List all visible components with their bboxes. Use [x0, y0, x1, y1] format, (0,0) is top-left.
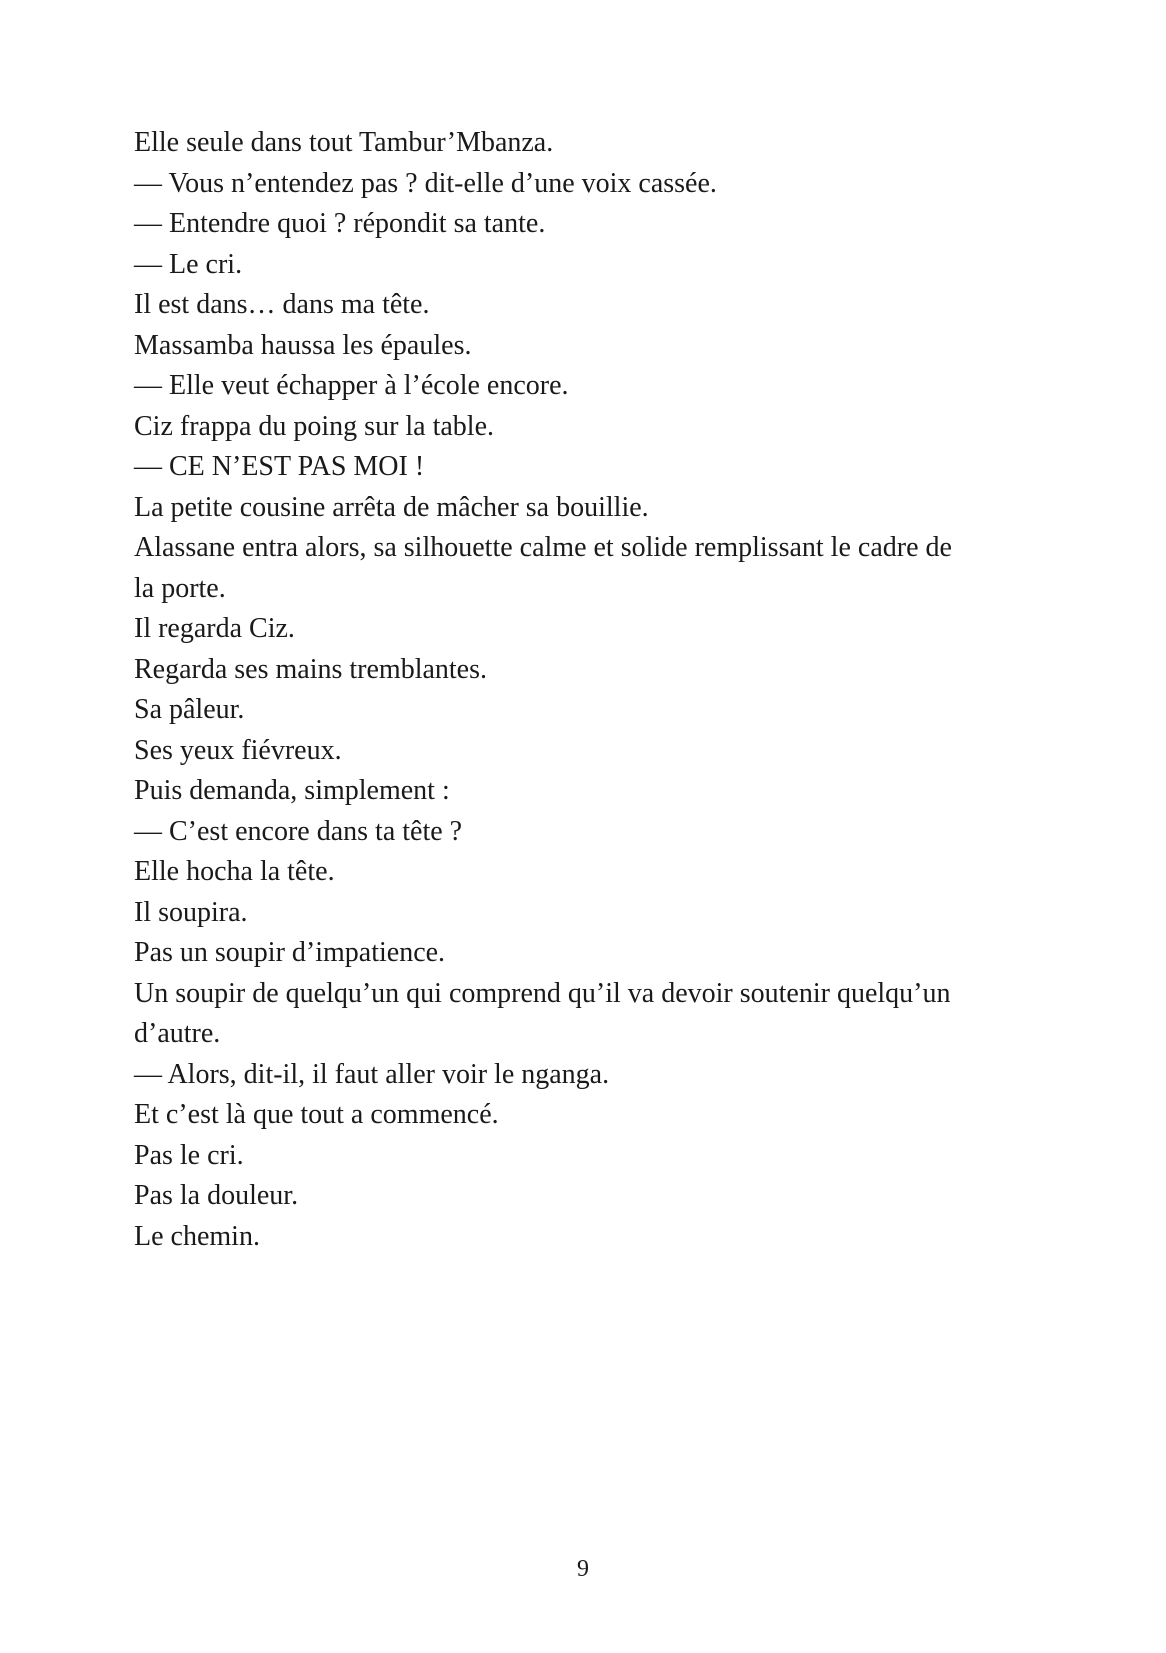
text-line: Puis demanda, simplement : [134, 775, 450, 806]
text-line: — Alors, dit-il, il faut aller voir le nganga. [134, 1058, 610, 1090]
text-line: Et c’est là que tout a commencé. [134, 1099, 499, 1130]
text-line: — CE N’EST PAS MOI ! [134, 451, 425, 482]
text-line: Elle hocha la tête. [134, 856, 335, 887]
text-line: — Entendre quoi ? répondit sa tante. [134, 208, 546, 239]
text-line: Il est dans… dans ma tête. [134, 289, 430, 320]
text-line: — Le cri. [134, 248, 243, 280]
body-text [134, 123, 1034, 1257]
text-line: d’autre. [134, 1018, 221, 1049]
text-line: Alassane entra alors, sa silhouette calme et solide remplissant le cadre de [134, 532, 952, 563]
page-number: 9 [577, 1556, 589, 1582]
text-line: la porte. [134, 572, 226, 604]
text-line: Pas la douleur. [134, 1180, 299, 1211]
text-line: Elle seule dans tout Tambur’Mbanza. [134, 127, 554, 158]
text-line: Ciz frappa du poing sur la table. [134, 410, 495, 442]
text-line: Le chemin. [134, 1220, 260, 1252]
text-line: Il soupira. [134, 896, 248, 928]
text-line: — C’est encore dans ta tête ? [134, 815, 463, 847]
text-line: Ses yeux fiévreux. [134, 734, 342, 766]
text-line: — Elle veut échapper à l’école encore. [134, 370, 569, 401]
text-line: Il regarda Ciz. [134, 613, 295, 644]
text-line: Massamba haussa les épaules. [134, 329, 472, 361]
text-line: Regarda ses mains tremblantes. [134, 653, 488, 685]
text-line: Un soupir de quelqu’un qui comprend qu’il va devoir soutenir quelqu’un [134, 977, 951, 1009]
text-line: Sa pâleur. [134, 694, 245, 725]
text-line: Pas le cri. [134, 1139, 244, 1171]
text-line: Pas un soupir d’impatience. [134, 937, 446, 968]
text-line: La petite cousine arrêta de mâcher sa bouillie. [134, 491, 649, 523]
text-line: — Vous n’entendez pas ? dit-elle d’une voix cassée. [134, 167, 717, 199]
